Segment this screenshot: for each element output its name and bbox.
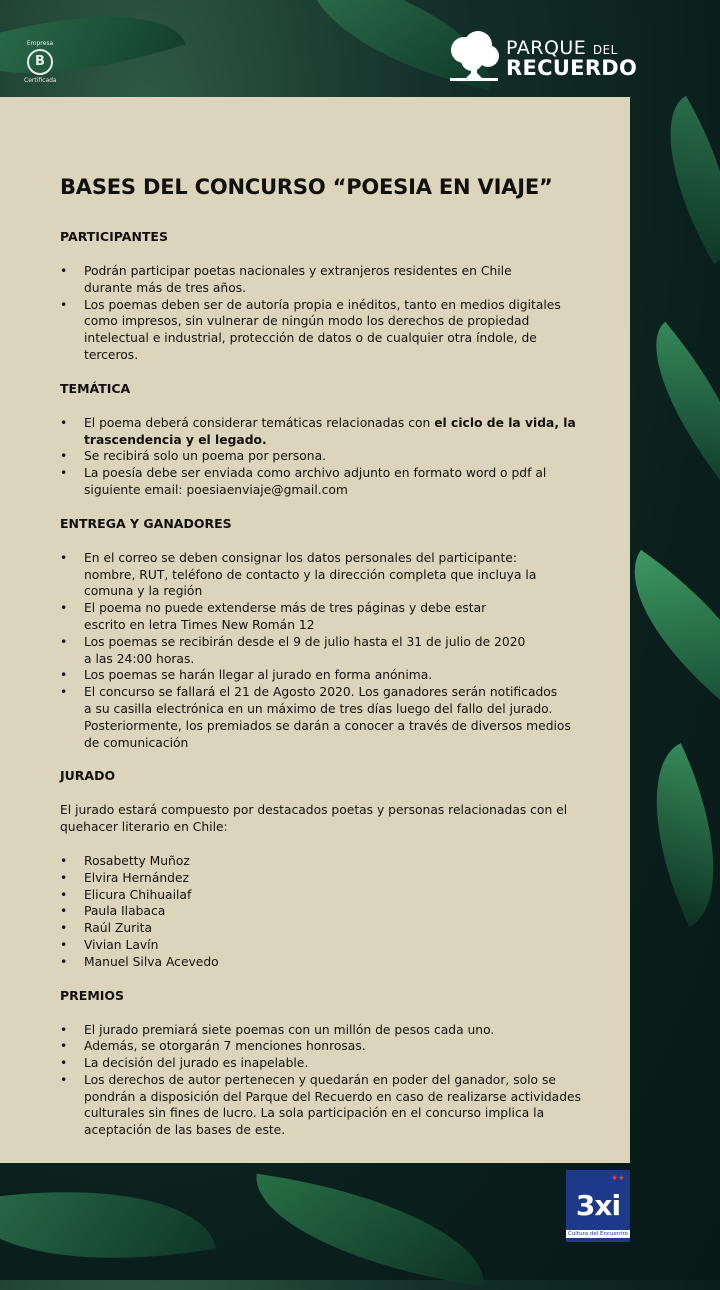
jurado-intro: El jurado estará compuesto por destacados poetas y personas relacionadas con el quehacer literario en Chile: xyxy=(60,803,568,835)
list-item: • El jurado premiará siete poemas con un millón de pesos cada uno. xyxy=(60,1022,590,1039)
3xi-cultura-del-encuentro-logo xyxy=(566,1170,630,1242)
b-corp-icon: B xyxy=(27,49,53,75)
list-item: • La poesía debe ser enviada como archivo adjunto en formato word o pdf al siguiente email: poesiaenviaje@gmail.com xyxy=(60,465,590,499)
jury-member: • Vivian Lavín xyxy=(60,937,590,954)
logo-text-del: DEL xyxy=(592,43,618,57)
background-leaf xyxy=(617,743,720,927)
list-item: • En el correo se deben consignar los datos personales del participante: nombre, RUT, teléfono de contacto y la dirección completa que incluya la comuna y la región xyxy=(60,550,590,600)
background-leaf xyxy=(0,1160,216,1290)
jury-member: • Elicura Chihuailaf xyxy=(60,887,590,904)
section-heading-jurado: JURADO xyxy=(60,768,116,784)
background-leaf xyxy=(634,96,720,265)
list-item: • Los poemas se harán llegar al jurado en forma anónima. xyxy=(60,667,590,684)
parque-del-recuerdo-logo xyxy=(446,30,637,86)
list-item: • El concurso se fallará el 21 de Agosto 2020. Los ganadores serán notificados a su casilla electrónica en un máximo de tres días luego del fallo del jurado. Posteriormente, los premiados se darán a conocer a través de diversos medios de comunicación xyxy=(60,684,590,751)
list-item: • El poema no puede extenderse más de tres páginas y debe estar escrito en letra Times New Román 12 xyxy=(60,600,590,634)
jury-member: • Elvira Hernández xyxy=(60,870,590,887)
logo-text-parque: PARQUE xyxy=(506,37,587,59)
list-item: • El poema deberá considerar temáticas relacionadas con el ciclo de la vida, la trascendencia y el legado. xyxy=(60,415,590,449)
premios-list xyxy=(60,1022,590,1140)
tree-icon xyxy=(446,30,502,86)
badge-3xi-text: 3xi xyxy=(575,1189,621,1222)
list-item: • Podrán participar poetas nacionales y extranjeros residentes en Chile durante más de tres años. xyxy=(60,263,590,297)
background-leaf xyxy=(619,322,720,498)
jury-member: • Paula Ilabaca xyxy=(60,903,590,920)
cert-label-top: Empresa xyxy=(26,40,54,47)
cert-label-bottom: Certificada xyxy=(24,77,57,84)
dots-decoration-icon: ✦✦ xyxy=(610,1174,624,1184)
jury-member: • Raúl Zurita xyxy=(60,920,590,937)
list-item: • Los poemas se recibirán desde el 9 de julio hasta el 31 de julio de 2020 a las 24:00 horas. xyxy=(60,634,590,668)
list-item: • Los derechos de autor pertenecen y quedarán en poder del ganador, solo se pondrán a disposición del Parque del Recuerdo en caso de realizarse actividades culturales sin fines de lucro. La sola participación en el concurso implica la aceptación de las bases de este. xyxy=(60,1072,590,1139)
participantes-list xyxy=(60,263,590,364)
document-title: BASES DEL CONCURSO “POESIA EN VIAJE” xyxy=(60,175,553,199)
b-corp-certification-logo xyxy=(24,40,56,84)
list-item: • Se recibirá solo un poema por persona. xyxy=(60,448,590,465)
logo-text-recuerdo: RECUERDO xyxy=(506,56,638,80)
section-heading-tematica: TEMÁTICA xyxy=(60,380,131,396)
rules-document-panel xyxy=(0,97,630,1163)
section-heading-entrega: ENTREGA Y GANADORES xyxy=(60,515,232,531)
jury-member: • Rosabetty Muñoz xyxy=(60,853,590,870)
list-item: • La decisión del jurado es inapelable. xyxy=(60,1055,590,1072)
section-heading-premios: PREMIOS xyxy=(60,987,125,1003)
jury-member: • Manuel Silva Acevedo xyxy=(60,954,590,971)
background-leaf xyxy=(246,1174,495,1287)
list-item: • Además, se otorgarán 7 menciones honrosas. xyxy=(60,1038,590,1055)
badge-subtitle: Cultura del Encuentro xyxy=(567,1231,629,1237)
jurado-members-list xyxy=(60,853,590,971)
tematica-list xyxy=(60,415,590,499)
list-item: • Los poemas deben ser de autoría propia e inéditos, tanto en medios digitales como impresos, sin vulnerar de ningún modo los derechos de propiedad intelectual e industrial, protección de datos o de cualquier otra índole, de terceros. xyxy=(60,297,590,364)
entrega-list xyxy=(60,550,590,752)
section-heading-participantes: PARTICIPANTES xyxy=(60,229,168,244)
